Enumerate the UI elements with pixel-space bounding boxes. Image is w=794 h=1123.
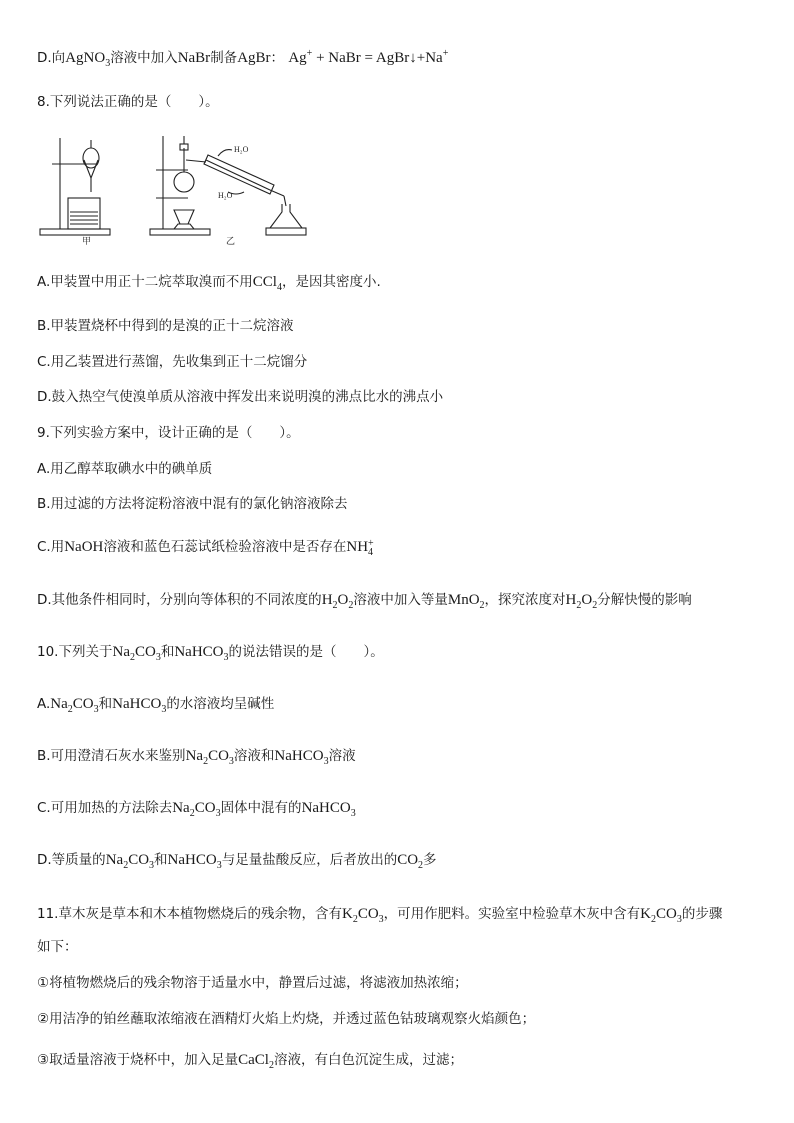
q8-option-a: A.甲装置中用正十二烷萃取溴而不用CCl$_4$，是因其密度小.	[37, 274, 381, 293]
distill-flask	[174, 172, 194, 192]
q8-option-d: D.鼓入热空气使溴单质从溶液中挥发出来说明溴的沸点比水的沸点小	[37, 389, 444, 405]
condenser-jacket	[204, 155, 274, 194]
label-jia: 甲	[82, 237, 92, 246]
q9-option-b: B.用过滤的方法将淀粉溶液中混有的氯化钠溶液除去	[37, 496, 348, 512]
q9-option-c: C.用NaOH溶液和蓝色石蕊试纸检验溶液中是否存在NH + 4	[37, 537, 374, 558]
q8-apparatus-figure	[38, 130, 308, 246]
alcohol-lamp	[174, 210, 194, 224]
q10-option-d: D.等质量的$Na_2CO_3$和NaHCO$_3$与足量盐酸反应，后者放出的$CO_2$多	[37, 852, 437, 871]
q7-equation: Ag+ + NaBr = AgBr↓+Na+	[288, 48, 449, 66]
q9-stem: 9.下列实验方案中，设计正确的是（ ）。	[37, 425, 300, 441]
water-out-label: H₂O	[234, 145, 249, 154]
q9-option-d: D.其他条件相同时，分别向等体积的不同浓度的$H_2O_2$溶液中加入等量MnO$_2$，探究浓度对$H_2O_2$分解快慢的影响	[37, 592, 692, 611]
q10-stem: 10.下列关于$Na_2CO_3$和NaHCO$_3$的说法错误的是（ ）。	[37, 644, 384, 663]
stand-base-jia	[40, 229, 110, 235]
q7-option-d: D.向AgNO$_3$溶液中加入NaBr制备AgBr： Ag+ + NaBr = AgBr↓+Na+	[37, 48, 449, 69]
q11-stem-line2: 如下：	[37, 939, 78, 955]
q9-option-a: A.用乙醇萃取碘水中的碘单质	[37, 461, 213, 477]
apparatus-diagram	[38, 130, 308, 246]
q11-step-2: ②用洁净的铂丝蘸取浓缩液在酒精灯火焰上灼烧，并透过蓝色钴玻璃观察火焰颜色；	[37, 1011, 536, 1027]
q8-stem: 8.下列说法正确的是（ ）。	[37, 94, 219, 110]
q11-step-1: ①将植物燃烧后的残余物溶于适量水中，静置后过滤，将滤液加热浓缩；	[37, 975, 468, 991]
stand-base-yi	[150, 229, 210, 235]
condenser-inner	[206, 160, 270, 190]
q10-option-a: $A.Na_2CO_3$和NaHCO$_3$的水溶液均呈碱性	[37, 696, 275, 715]
q8-option-c: C.用乙装置进行蒸馏，先收集到正十二烷馏分	[37, 354, 308, 370]
receiving-flask	[270, 204, 302, 228]
q8-option-b: B.甲装置烧杯中得到的是溴的正十二烷溶液	[37, 318, 294, 334]
q10-option-b: B.可用澄清石灰水来鉴别$Na_2CO_3$溶液和NaHCO$_3$溶液	[37, 748, 356, 767]
q10-option-c: C.可用加热的方法除去$Na_2CO_3$固体中混有的NaHCO$_3$	[37, 800, 356, 819]
water-in-label: H₂O	[218, 191, 233, 200]
q11-stem-line1: 11.草木灰是草本和木本植物燃烧后的残余物，含有$K_2CO_3$，可用作肥料。实验室中检验草木灰中含有$K_2CO_3$的步骤	[37, 906, 723, 925]
label-yi: 乙	[226, 237, 236, 246]
q11-step-3: ③取适量溶液于烧杯中，加入足量CaCl$_2$溶液，有白色沉淀生成，过滤；	[37, 1052, 463, 1071]
